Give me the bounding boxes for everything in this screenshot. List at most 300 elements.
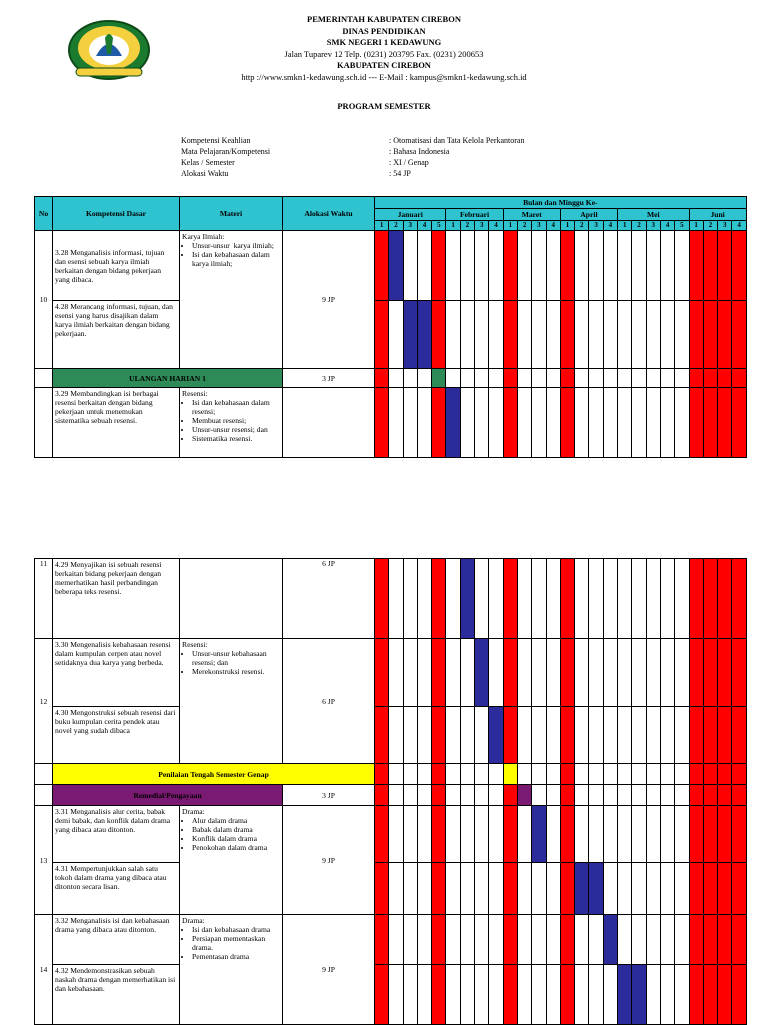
kd-3-29: 3.29 Membandingkan isi berbagai resensi berkaitan dengan bidang pekerjaan untuk menemukan sistematika sebuah resensi. (53, 388, 180, 458)
row-11b-week-3 (403, 559, 417, 639)
row-12b-week-12 (532, 707, 546, 764)
row-13b-week-15 (575, 863, 589, 915)
row-12b-week-7 (460, 707, 474, 764)
materi-drama-2-item-1: • Isi dan kebahasaan drama (192, 925, 280, 934)
row-12b-week-23 (689, 707, 703, 764)
row-13b-week-22 (675, 863, 689, 915)
row-10b-week-1 (375, 301, 389, 369)
row-12a-week-19 (632, 639, 646, 707)
alokasi-row-13: 9 JP (283, 806, 375, 915)
row-12a-week-21 (660, 639, 674, 707)
alokasi-row-12: 6 JP (283, 639, 375, 764)
row-pts-week-24 (703, 764, 717, 785)
row-11a-week-12 (532, 388, 546, 458)
pts-label: Penilaian Tengah Semester Genap (53, 764, 375, 785)
row-12a-week-2 (389, 639, 403, 707)
row-13a-week-16 (589, 806, 603, 863)
row-10b-week-24 (703, 301, 717, 369)
alokasi-row-11: 6 JP (283, 559, 375, 639)
row-13a-week-14 (560, 806, 574, 863)
page-break-gap (0, 460, 768, 558)
row-12a-week-10 (503, 639, 517, 707)
row-13b-week-26 (732, 863, 746, 915)
row-12b-week-18 (618, 707, 632, 764)
row-13a-week-23 (689, 806, 703, 863)
materi-resensi (180, 388, 283, 458)
row-14a-week-23 (689, 915, 703, 965)
row-13b-week-10 (503, 863, 517, 915)
row-13b-week-18 (618, 863, 632, 915)
row-remedial-week-3 (403, 785, 417, 806)
row-10a-week-5 (432, 231, 446, 301)
row-14b-week-21 (660, 965, 674, 1025)
row-12b-week-2 (389, 707, 403, 764)
row-10b-week-12 (532, 301, 546, 369)
row-14a-week-13 (546, 915, 560, 965)
alokasi-row-14: 9 JP (283, 915, 375, 1025)
row-pts-week-14 (560, 764, 574, 785)
row-11a-week-15 (575, 388, 589, 458)
row-10b-week-15 (575, 301, 589, 369)
header-week-10: 1 (503, 221, 517, 231)
row-11b-week-13 (546, 559, 560, 639)
row-11a-week-4 (417, 388, 431, 458)
alokasi-remedial: 3 JP (283, 785, 375, 806)
row-remedial-week-18 (618, 785, 632, 806)
row-uh1-week-9 (489, 369, 503, 388)
info-value-keahlian: : Otomatisasi dan Tata Kelola Perkantoran (389, 136, 525, 145)
remedial-label: Remedial/Pengayaan (53, 785, 283, 806)
row-uh1-week-21 (660, 369, 674, 388)
row-11b-week-7 (460, 559, 474, 639)
row-11a-week-23 (689, 388, 703, 458)
row-13a-week-11 (517, 806, 531, 863)
row-uh1-week-18 (618, 369, 632, 388)
row-10a-week-10 (503, 231, 517, 301)
row-13a-week-4 (417, 806, 431, 863)
header-month-3: Maret (503, 209, 560, 221)
row-uh1-week-26 (732, 369, 746, 388)
header-month-6: Juni (689, 209, 746, 221)
row-10b-week-16 (589, 301, 603, 369)
row-13b-week-14 (560, 863, 574, 915)
row-12a-week-23 (689, 639, 703, 707)
row-remedial-week-25 (718, 785, 732, 806)
row-pts-week-23 (689, 764, 703, 785)
row-remedial-week-10 (503, 785, 517, 806)
row-13b-week-6 (446, 863, 460, 915)
row-13b-week-12 (532, 863, 546, 915)
row-remedial-week-6 (446, 785, 460, 806)
row-remedial-week-23 (689, 785, 703, 806)
row-10a-week-21 (660, 231, 674, 301)
row-14a-week-26 (732, 915, 746, 965)
row-11a-week-5 (432, 388, 446, 458)
row-10a-week-15 (575, 231, 589, 301)
materi-karya-ilmiah-item-1: • Unsur-unsur karya ilmiah; (192, 241, 280, 250)
row-11a-week-19 (632, 388, 646, 458)
row-13a-week-2 (389, 806, 403, 863)
header-week-22: 5 (675, 221, 689, 231)
row-11b-week-1 (375, 559, 389, 639)
row-10a-week-17 (603, 231, 617, 301)
row-uh1-week-8 (475, 369, 489, 388)
row-14a-week-8 (475, 915, 489, 965)
row-10a-week-23 (689, 231, 703, 301)
row-14a-week-15 (575, 915, 589, 965)
row-10a-week-6 (446, 231, 460, 301)
row-10a-week-22 (675, 231, 689, 301)
row-11b-week-5 (432, 559, 446, 639)
row-remedial-week-19 (632, 785, 646, 806)
row-14a-week-5 (432, 915, 446, 965)
row-14b-week-12 (532, 965, 546, 1025)
row-10a-week-19 (632, 231, 646, 301)
row-11b-week-21 (660, 559, 674, 639)
row-11b-week-6 (446, 559, 460, 639)
row-14b-week-11 (517, 965, 531, 1025)
materi-drama-item-1: • Alur dalam drama (192, 816, 280, 825)
kd-4-30: 4.30 Mengonstruksi sebuah resensi dari buku kumpulan cerita pendek atau novel yang sudah dibaca (53, 707, 180, 764)
row-uh1-week-13 (546, 369, 560, 388)
row-11b-week-10 (503, 559, 517, 639)
row-11a-week-16 (589, 388, 603, 458)
row-pts-week-20 (646, 764, 660, 785)
row-13a-week-21 (660, 806, 674, 863)
row-13b-week-21 (660, 863, 674, 915)
row-14b-week-10 (503, 965, 517, 1025)
row-13a-week-22 (675, 806, 689, 863)
row-12b-week-22 (675, 707, 689, 764)
row-14a-week-7 (460, 915, 474, 965)
row-12a-week-7 (460, 639, 474, 707)
row-10a-week-25 (718, 231, 732, 301)
row-uh1-week-19 (632, 369, 646, 388)
header-bulan-minggu: Bulan dan Minggu Ke- (375, 197, 747, 209)
semester-program-table-continued (34, 558, 747, 1025)
ulangan-harian-1-label: ULANGAN HARIAN 1 (53, 369, 283, 388)
row-10b-week-13 (546, 301, 560, 369)
row-10a-week-16 (589, 231, 603, 301)
row-14b-week-22 (675, 965, 689, 1025)
row-uh1-week-3 (403, 369, 417, 388)
row-11a-week-14 (560, 388, 574, 458)
kd-3-28: 3.28 Menganalisis informasi, tujuan dan esensi sebuah karya ilmiah berkaitan dengan bidang pekerjaan yang dibaca. (53, 231, 180, 301)
row-12a-week-11 (517, 639, 531, 707)
row-10b-week-4 (417, 301, 431, 369)
row-13b-week-7 (460, 863, 474, 915)
row-pts-week-5 (432, 764, 446, 785)
row-10a-week-11 (517, 231, 531, 301)
row-11b-week-2 (389, 559, 403, 639)
row-11b-week-22 (675, 559, 689, 639)
materi-drama-item-3: • Konflik dalam drama (192, 834, 280, 843)
header-agency: DINAS PENDIDIKAN (342, 25, 426, 36)
row-14b-week-3 (403, 965, 417, 1025)
row-pts-week-7 (460, 764, 474, 785)
header-week-16: 3 (589, 221, 603, 231)
row-14b-week-6 (446, 965, 460, 1025)
row-13a-week-24 (703, 806, 717, 863)
row-uh1-week-16 (589, 369, 603, 388)
row-14b-week-5 (432, 965, 446, 1025)
row-pts-week-1 (375, 764, 389, 785)
row-13a-week-26 (732, 806, 746, 863)
row-remedial-week-11 (517, 785, 531, 806)
row-14a-week-18 (618, 915, 632, 965)
row-12a-week-14 (560, 639, 574, 707)
info-value-alokasi: : 54 JP (389, 169, 411, 178)
row-uh1-week-24 (703, 369, 717, 388)
row-13a-week-5 (432, 806, 446, 863)
header-month-4: April (560, 209, 617, 221)
row-12b-week-8 (475, 707, 489, 764)
row-no-13: 13 (35, 806, 53, 915)
row-uh1-week-5 (432, 369, 446, 388)
materi-resensi-2-item-1: • Unsur-unsur kebahasaan resensi; dan (192, 649, 280, 667)
row-10b-week-26 (732, 301, 746, 369)
materi-drama (180, 806, 283, 915)
row-12b-week-14 (560, 707, 574, 764)
row-13b-week-23 (689, 863, 703, 915)
header-address: Jalan Tuparev 12 Telp. (0231) 203795 Fax. (0231) 200653 (284, 48, 484, 59)
row-10b-week-9 (489, 301, 503, 369)
row-pts-week-10 (503, 764, 517, 785)
row-12b-week-26 (732, 707, 746, 764)
row-13a-week-10 (503, 806, 517, 863)
header-school: SMK NEGERI 1 KEDAWUNG (326, 37, 442, 47)
row-10b-week-21 (660, 301, 674, 369)
row-12a-week-25 (718, 639, 732, 707)
row-14b-week-20 (646, 965, 660, 1025)
header-kompetensi-dasar: Kompetensi Dasar (53, 197, 180, 231)
header-week-6: 1 (446, 221, 460, 231)
row-pts-week-26 (732, 764, 746, 785)
row-14b-week-23 (689, 965, 703, 1025)
row-14b-week-17 (603, 965, 617, 1025)
materi-resensi-heading: Resensi: (182, 389, 208, 398)
row-12a-week-20 (646, 639, 660, 707)
row-remedial-week-22 (675, 785, 689, 806)
row-11b-week-20 (646, 559, 660, 639)
row-pts-week-22 (675, 764, 689, 785)
row-uh1-week-22 (675, 369, 689, 388)
row-13a-week-3 (403, 806, 417, 863)
row-pts-week-6 (446, 764, 460, 785)
row-12a-week-16 (589, 639, 603, 707)
row-remedial-week-5 (432, 785, 446, 806)
row-pts-week-18 (618, 764, 632, 785)
row-10a-week-9 (489, 231, 503, 301)
header-week-24: 2 (703, 221, 717, 231)
header-week-23: 1 (689, 221, 703, 231)
row-14a-week-19 (632, 915, 646, 965)
row-14a-week-2 (389, 915, 403, 965)
row-13b-week-19 (632, 863, 646, 915)
row-remedial-week-21 (660, 785, 674, 806)
row-remedial-week-4 (417, 785, 431, 806)
row-14a-week-3 (403, 915, 417, 965)
row-11b-week-19 (632, 559, 646, 639)
row-pts-week-16 (589, 764, 603, 785)
row-14b-week-13 (546, 965, 560, 1025)
row-10a-week-20 (646, 231, 660, 301)
row-12b-week-4 (417, 707, 431, 764)
row-14a-week-1 (375, 915, 389, 965)
row-10b-week-6 (446, 301, 460, 369)
row-11b-week-9 (489, 559, 503, 639)
row-10b-week-17 (603, 301, 617, 369)
row-14a-week-6 (446, 915, 460, 965)
header-week-4: 4 (417, 221, 431, 231)
row-pts-week-2 (389, 764, 403, 785)
row-11a-week-9 (489, 388, 503, 458)
row-13b-week-5 (432, 863, 446, 915)
row-10a-week-26 (732, 231, 746, 301)
row-13a-week-20 (646, 806, 660, 863)
materi-drama-2-item-3: • Pementasan drama (192, 952, 280, 961)
row-10b-week-20 (646, 301, 660, 369)
kd-4-31: 4.31 Mempertunjukkan salah satu tokoh dalam drama yang dibaca atau ditonton secara lisan. (53, 863, 180, 915)
row-12b-week-1 (375, 707, 389, 764)
row-10a-week-12 (532, 231, 546, 301)
row-11b-week-15 (575, 559, 589, 639)
row-12a-week-24 (703, 639, 717, 707)
row-11a-week-18 (618, 388, 632, 458)
row-14a-week-12 (532, 915, 546, 965)
row-10a-week-7 (460, 231, 474, 301)
row-13a-week-17 (603, 806, 617, 863)
row-no-12: 12 (35, 639, 53, 764)
row-11a-week-20 (646, 388, 660, 458)
row-12b-week-9 (489, 707, 503, 764)
header-week-7: 2 (460, 221, 474, 231)
row-no-14: 14 (35, 915, 53, 1025)
alokasi-uh1: 3 JP (283, 369, 375, 388)
row-12b-week-16 (589, 707, 603, 764)
row-13a-week-7 (460, 806, 474, 863)
row-13b-week-11 (517, 863, 531, 915)
row-14a-week-9 (489, 915, 503, 965)
row-uh1-week-15 (575, 369, 589, 388)
row-11b-week-14 (560, 559, 574, 639)
row-10b-week-25 (718, 301, 732, 369)
row-no-10: 10 (35, 231, 53, 369)
row-11b-week-8 (475, 559, 489, 639)
row-14a-week-14 (560, 915, 574, 965)
row-14b-week-14 (560, 965, 574, 1025)
materi-drama-2 (180, 915, 283, 1025)
row-14a-week-16 (589, 915, 603, 965)
row-10b-week-11 (517, 301, 531, 369)
row-14b-week-4 (417, 965, 431, 1025)
row-12b-week-6 (446, 707, 460, 764)
row-12b-week-13 (546, 707, 560, 764)
row-12a-week-22 (675, 639, 689, 707)
row-13b-week-16 (589, 863, 603, 915)
row-10a-week-13 (546, 231, 560, 301)
header-month-2: Februari (446, 209, 503, 221)
row-pts-week-13 (546, 764, 560, 785)
header-alokasi-waktu: Alokasi Waktu (283, 197, 375, 231)
header-week-5: 5 (432, 221, 446, 231)
header-week-3: 3 (403, 221, 417, 231)
row-uh1-week-25 (718, 369, 732, 388)
row-13a-week-6 (446, 806, 460, 863)
row-12b-week-11 (517, 707, 531, 764)
materi-resensi-item-1: • Isi dan kebahasaan dalam resensi; (192, 398, 280, 416)
row-11b-week-25 (718, 559, 732, 639)
materi-drama-item-2: • Babak dalam drama (192, 825, 280, 834)
row-11a-week-3 (403, 388, 417, 458)
header-week-11: 2 (517, 221, 531, 231)
row-13a-week-8 (475, 806, 489, 863)
header-week-9: 4 (489, 221, 503, 231)
row-12b-week-19 (632, 707, 646, 764)
row-pts-week-19 (632, 764, 646, 785)
row-remedial-week-15 (575, 785, 589, 806)
info-label-keahlian: Kompetensi Keahlian (181, 136, 251, 145)
row-13a-week-13 (546, 806, 560, 863)
row-remedial-week-26 (732, 785, 746, 806)
header-regency: KABUPATEN CIREBON (337, 60, 431, 70)
row-remedial-week-9 (489, 785, 503, 806)
row-14a-week-4 (417, 915, 431, 965)
row-11a-week-21 (660, 388, 674, 458)
materi-drama-item-4: • Penokohan dalam drama (192, 843, 280, 852)
materi-resensi-2-heading: Resensi: (182, 640, 208, 649)
header-week-14: 1 (560, 221, 574, 231)
row-12a-week-18 (618, 639, 632, 707)
row-12a-week-8 (475, 639, 489, 707)
kd-3-31: 3.31 Menganalisis alur cerita, babak demi babak, dan konflik dalam drama yang dibaca atau ditonton. (53, 806, 180, 863)
row-10b-week-22 (675, 301, 689, 369)
row-14a-week-17 (603, 915, 617, 965)
header-month-5: Mei (618, 209, 689, 221)
row-12b-week-25 (718, 707, 732, 764)
row-11b-week-16 (589, 559, 603, 639)
info-label-kelas: Kelas / Semester (181, 158, 235, 167)
row-10a-week-24 (703, 231, 717, 301)
row-11b-week-12 (532, 559, 546, 639)
row-remedial-week-8 (475, 785, 489, 806)
materi-resensi-2-item-2: • Merekonstruksi resensi. (192, 667, 280, 676)
row-11a-week-6 (446, 388, 460, 458)
row-pts-week-4 (417, 764, 431, 785)
row-12a-week-4 (417, 639, 431, 707)
row-14a-week-21 (660, 915, 674, 965)
header-week-12: 3 (532, 221, 546, 231)
row-remedial-week-14 (560, 785, 574, 806)
row-14b-week-24 (703, 965, 717, 1025)
row-14b-week-9 (489, 965, 503, 1025)
row-pts-week-8 (475, 764, 489, 785)
row-12a-week-26 (732, 639, 746, 707)
header-week-20: 3 (646, 221, 660, 231)
row-13b-week-17 (603, 863, 617, 915)
row-11a-week-2 (389, 388, 403, 458)
row-uh1-week-20 (646, 369, 660, 388)
row-12b-week-21 (660, 707, 674, 764)
row-11b-week-17 (603, 559, 617, 639)
row-13b-week-20 (646, 863, 660, 915)
row-remedial-week-2 (389, 785, 403, 806)
kd-4-32: 4.32 Mendemonstrasikan sebuah naskah drama dengan memerhatikan isi dan kebahasaan. (53, 965, 180, 1025)
header-week-15: 2 (575, 221, 589, 231)
row-remedial-week-13 (546, 785, 560, 806)
row-14b-week-1 (375, 965, 389, 1025)
header-week-25: 3 (718, 221, 732, 231)
